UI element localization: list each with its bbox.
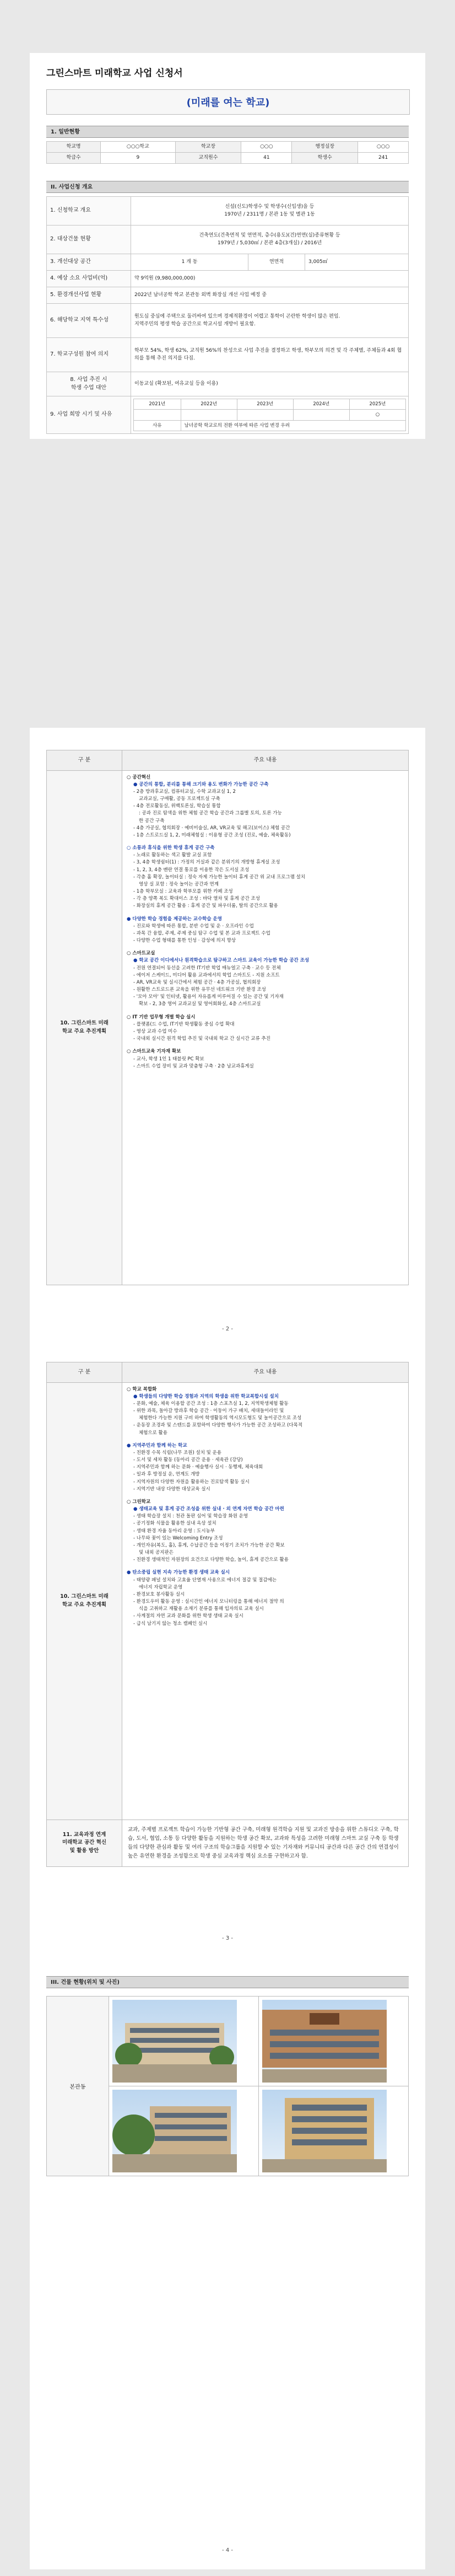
table-cell: 9 bbox=[101, 153, 175, 164]
table-row bbox=[47, 1997, 409, 2086]
block-heading: ○ 소통과 휴식을 위한 학생 휴게 공간 구축 bbox=[127, 845, 215, 851]
content-block bbox=[127, 1499, 404, 1564]
block-item: - 태양광 패널 설치와 고효율 단열재 사용으로 에너지 절감 및 절감에는 bbox=[133, 1577, 277, 1583]
block-item: - 과목 간 융합, 주제, 주제 중심 탐구 수업 및 본 교과 프로젝트 수업 bbox=[133, 930, 270, 936]
block-item: - 노래로 활동하는 색고 활발 교실 포함 bbox=[133, 852, 212, 858]
block-item: - 원활한 스트로드폰 교육을 위한 유무선 네트워크 기반 환경 조성 bbox=[133, 987, 266, 993]
year-mark-cell bbox=[237, 410, 293, 420]
block-item: - 사계절의 자연 교과 문화를 위한 학생 생태 교육 실시 bbox=[133, 1613, 243, 1619]
block-item: - 스마트 수업 장비 및 교과 맞춤형 구축 · 2층 남교과휴게실 bbox=[133, 1063, 254, 1069]
table-row bbox=[47, 1820, 409, 1867]
year-cell: 2025년 bbox=[349, 399, 405, 410]
year-cell: 2023년 bbox=[237, 399, 293, 410]
block-item: - 개인자유(복도, 홀), 휴게, 수납공간 등을 이정기 조치가 가능한 공간 확보 bbox=[133, 1542, 285, 1548]
block-item: 체험으로 활용 bbox=[139, 1430, 167, 1436]
year-cell: 2021년 bbox=[134, 399, 181, 410]
block-heading: ○ IT 기반 업무형 개별 학습 실시 bbox=[127, 1014, 196, 1020]
block-item: 체험한다 가능한 지원 구비 하여 학생활동의 역시모도형도 및 놀이공간으로 조성 bbox=[139, 1415, 302, 1421]
page-3 bbox=[30, 1340, 425, 1963]
photo-cell bbox=[109, 2086, 259, 2176]
content-block bbox=[127, 845, 404, 910]
content-block bbox=[127, 1048, 404, 1070]
table-row bbox=[47, 770, 409, 1285]
block-item: - 환경보호 봉사활동 실시 bbox=[133, 1591, 185, 1597]
table-row bbox=[134, 410, 406, 420]
photo-cell bbox=[259, 2086, 409, 2176]
year-check-mark: ○ bbox=[349, 410, 405, 420]
building-photo bbox=[262, 2000, 387, 2083]
block-item: - 국내외 실시간 원격 학업 추진 및 국내외 학교 간 실시간 교류 추진 bbox=[133, 1036, 270, 1042]
block-item: 영상 실 포함 : 정숙 놀이는 공간과 연계 bbox=[139, 881, 219, 887]
block-item: 교과교실, 구매활, 공동 프로젝트실 구축 bbox=[139, 796, 220, 802]
table-row bbox=[134, 399, 406, 410]
page-number: - 2 - bbox=[222, 1326, 233, 1332]
block-item: - 지역주민과 함께 하는 문화 · 예술행사 실시 · 동행제, 체육대회 bbox=[133, 1464, 263, 1471]
row-label: 3. 개선대상 공간 bbox=[47, 254, 131, 271]
block-item: - 나무와 꽃이 있는 Welcoming Entry 조성 bbox=[133, 1535, 223, 1541]
page-1 bbox=[30, 53, 425, 439]
block-item: 한 공간 구축 bbox=[139, 818, 165, 824]
block-item: - 위한 과목, 돌아갈 방과후 학습 공간 · 이둥이 가구 배치, 세대들이라인 및 bbox=[133, 1408, 284, 1414]
table-cell: 학생수 bbox=[292, 153, 358, 164]
block-item: ● 생태교육 및 휴게 공간 조성을 위한 실내 · 외 연계 자연 학습 공간 마련 bbox=[133, 1506, 284, 1512]
table-row bbox=[47, 226, 409, 254]
block-item: - 2층 방과후교실, 컴퓨터교실, 수학 교과교실 1, 2 bbox=[133, 788, 236, 795]
plan-content bbox=[122, 1382, 409, 1820]
table-row bbox=[47, 254, 409, 271]
row-value: 원도심 중심에 주택으로 둘러싸여 있으며 경제적환경이 어렵고 통학이 곤란한 학생이 많은 편임. 지역주민의 평생 학습 공간으로 학교시설 개방이 필요함. bbox=[131, 304, 409, 338]
block-item: : 공과 진로 탐색을 위한 체험 공간 학습 공간과 그룹별 토의, 토론 가능 bbox=[139, 811, 282, 817]
table-cell: ○○○학교 bbox=[101, 142, 175, 153]
building-photos-table bbox=[46, 1996, 409, 2176]
table-row bbox=[47, 287, 409, 304]
row-value: 2022년 남녀공학 학교 본관동 외벽 화장실 개선 사업 예정 중 bbox=[131, 287, 409, 304]
block-item: - 1, 2, 3, 4층 벤란 연결 통로를 이용한 작은 도서실 조성 bbox=[133, 867, 250, 873]
table-cell: ○○○ bbox=[241, 142, 292, 153]
block-item: ● 학교 공간 이디에서나 원격학습으로 탐구하고 스마트 교육이 가능한 학습 공간 조성 bbox=[133, 958, 310, 964]
block-item: - 교사, 학생 1인 1 태블릿 PC 확보 bbox=[133, 1056, 204, 1062]
block-heading: ○ 스마트교실 bbox=[127, 951, 155, 957]
plan-content bbox=[122, 770, 409, 1285]
block-item: 식을 고취하고 재활용 소재기 분류를 통해 입자의료 교육 실시 bbox=[139, 1606, 264, 1612]
row-value: 1 개 동 bbox=[131, 254, 248, 271]
block-item: - 4층 가공실, 협의회장 · 예비미술실, AR, VR교육 및 해고(보이스) 체험 공간 bbox=[133, 825, 290, 831]
block-item: - 다양한 수업 형태를 통한 인성 · 감성에 의지 향상 bbox=[133, 938, 236, 944]
application-overview-table bbox=[46, 196, 409, 434]
block-item: - 플랫폼(드 수업, IT기반 학생활동 중심 수업 확대 bbox=[133, 1021, 235, 1027]
block-item: - 영상 교과 수업 미수 bbox=[133, 1029, 177, 1034]
table-cell: 행정실장 bbox=[292, 142, 358, 153]
section-application-overview-title: II. 사업신청 개요 bbox=[46, 181, 409, 193]
block-item: - 생태 학습장 설치 : 천관 돌판 심어 및 학습장 화원 운영 bbox=[133, 1514, 248, 1520]
block-item: - 공기정화 식물을 활용한 실내 옥상 설치 bbox=[133, 1521, 216, 1527]
block-item: - 1층 스트로드실 1, 2, 미래체험실 : 이용형 공간 조성 (진로, 예술, 체육활동) bbox=[133, 832, 291, 838]
table-cell: 학교장 bbox=[175, 142, 241, 153]
timing-cell bbox=[131, 396, 409, 434]
block-item: 및 내외 공지판은 bbox=[139, 1550, 174, 1556]
row-value: 교과, 주제별 프로젝트 학습이 가능한 기반형 공간 구축, 미래형 원격학습 지원 및 교과진 방송을 위한 스튜디오 구축, 학습, 도서, 협업, 소통 등 다양한 활동을 지원하는 학생 공간 확보, 교과와 특성을 고려한 미래형 스마트 교실 구축 등 학생들의 다양한 관심과 활동 및 여러 구조의 학습그룹을 지원할 수 있는 기자재와 커뮤니티 공간과 다른 공간 간의 연결성이 높은 유연한 환경을 조성함으로 학생 중심 교육과정 핵심 요소를 구현하고자 함. bbox=[122, 1820, 409, 1867]
column-header: 주요 내용 bbox=[122, 1362, 409, 1383]
building-photo bbox=[262, 2090, 387, 2172]
block-item: - '모아 모아' 및 인터넷, 활용이 자유롭게 미루어질 수 있는 공간 및 기자재 bbox=[133, 994, 284, 1000]
table-row bbox=[47, 142, 409, 153]
block-heading: ○ 스마트교육 기자재 확보 bbox=[127, 1049, 181, 1055]
section-general-status-title: 1. 일반현황 bbox=[46, 126, 409, 138]
block-item: 에너지 자립학교 운영 bbox=[139, 1584, 183, 1590]
table-row bbox=[47, 197, 409, 226]
row-label: 10. 그린스마트 미래 학교 주요 추진계획 bbox=[47, 770, 122, 1285]
table-row bbox=[134, 420, 406, 431]
block-item: - AR, VR교육 및 실시간에서 체험 공간 · 4층 가공실, 협의회장 bbox=[133, 979, 261, 985]
content-block bbox=[127, 1014, 404, 1043]
building-photo bbox=[112, 2090, 237, 2172]
block-heading: ○ 공간혁신 bbox=[127, 774, 151, 780]
block-heading: ● 탄소중립 실현 지속 가능한 환경 생태 교육 실시 bbox=[127, 1570, 230, 1576]
block-item: - 지역기반 내상 다양한 대상교육 실시 bbox=[133, 1486, 210, 1492]
page-4 bbox=[30, 1963, 425, 2569]
block-item: - 환경도우미 활동 운영 : 실시간인 에너지 모니터링을 통해 에너지 절약 의 bbox=[133, 1599, 284, 1605]
table-cell: 학급수 bbox=[47, 153, 101, 164]
block-item: - 에이저 스케이드, 미디어 활용 교과에서의 학업 스마트도 - 지원 소프트 bbox=[133, 972, 280, 978]
row-label: 6. 해당학교 지역 특수성 bbox=[47, 304, 131, 338]
table-row bbox=[47, 153, 409, 164]
block-item: - 각 층 양쪽 복도 확대이스 조성 : 바닥 열차 및 휴게 공간 조성 bbox=[133, 896, 260, 902]
table-row bbox=[47, 304, 409, 338]
row-value: 신설(신도)학생수 및 학생수(신입생)을 등 1970년 / 2311명 / 본관 1동 및 별관 1동 bbox=[131, 197, 409, 226]
row-value: 이동교실 (확보된, 여유교실 등을 이용) bbox=[131, 372, 409, 396]
table-row bbox=[47, 338, 409, 372]
block-heading: ● 다양한 학습 경험을 제공하는 교수학습 운영 bbox=[127, 916, 222, 922]
table-row bbox=[47, 271, 409, 287]
building-photo bbox=[112, 2000, 237, 2083]
row-label: 8. 사업 추진 시 학생 수업 대안 bbox=[47, 372, 131, 396]
block-item: - 일과 후 방정실 운, 연계도 개방 bbox=[133, 1472, 200, 1478]
block-item: - 친환경 수목 식림(나무 조원) 설치 및 운용 bbox=[133, 1450, 221, 1456]
content-block bbox=[127, 1386, 404, 1437]
block-item: - 문화, 예술, 체육 이용할 공간 조성 : 1층 스포츠실 1, 2, 지역학생체험 활동 bbox=[133, 1400, 289, 1407]
year-mark-cell bbox=[181, 410, 237, 420]
column-header: 주요 내용 bbox=[122, 750, 409, 771]
timing-table bbox=[133, 399, 406, 431]
table-cell: 교직원수 bbox=[175, 153, 241, 164]
block-item: - 3, 4층 학생쉼터(1) : 가정의 거실과 같은 분위기의 개방형 휴게실 조성 bbox=[133, 860, 280, 866]
row-label: 2. 대상건물 현황 bbox=[47, 226, 131, 254]
content-block bbox=[127, 950, 404, 1008]
block-item: 확보 - 2, 3층 영어 교과교실 및 영어회화실, 4층 스마트교실 bbox=[139, 1001, 261, 1007]
table-cell: ○○○ bbox=[358, 142, 409, 153]
table-row bbox=[47, 372, 409, 396]
table-cell: 241 bbox=[358, 153, 409, 164]
row-label: 7. 학교구성원 참여 의지 bbox=[47, 338, 131, 372]
plan-table bbox=[46, 1362, 409, 1867]
row-label: 10. 그린스마트 미래 학교 주요 추진계획 bbox=[47, 1382, 122, 1820]
block-item: - 각층 홀 확장, 놀이터실 : 정숙 자제 가능한 놀이터 휴게 공간 위 교내 프로그램 설치 bbox=[133, 874, 305, 880]
row-label: 5. 환경개선사업 현황 bbox=[47, 287, 131, 304]
block-item: - 생태 환경 자율 동아리 운영 : 도시농부 bbox=[133, 1528, 215, 1534]
reason-label: 사유 bbox=[134, 420, 181, 431]
year-cell: 2022년 bbox=[181, 399, 237, 410]
year-mark-cell bbox=[293, 410, 349, 420]
content-block bbox=[127, 1569, 404, 1627]
block-item: ● 학생들의 다양한 학습 경험과 지역의 학생을 위한 학교복합시설 설치 bbox=[133, 1393, 279, 1399]
row-label: 9. 사업 희망 시기 및 사유 bbox=[47, 396, 131, 434]
page-number: - 3 - bbox=[222, 1935, 233, 1941]
block-item: - 지역자원의 다양한 자원을 활용하는 진로탐색 활동 실시 bbox=[133, 1479, 250, 1485]
block-item: - 진로와 학생에 따른 통합, 분반 수업 및 운 · 오프라인 수업 bbox=[133, 923, 254, 929]
content-block bbox=[127, 1442, 404, 1493]
content-block bbox=[127, 916, 404, 945]
block-item: - 화장실의 휴게 공간 활용 : 휴게 공간 및 파우더룸, 탈의 공간으로 활용 bbox=[133, 903, 278, 909]
table-row bbox=[47, 1382, 409, 1820]
document-title: 그린스마트 미래학교 사업 신청서 bbox=[46, 68, 183, 79]
table-header-row bbox=[47, 750, 409, 771]
block-item: - 도서 및 세차 활동 (동아리 공간 운용 · 세육관 (강당) bbox=[133, 1457, 243, 1463]
column-header: 구 분 bbox=[47, 1362, 122, 1383]
table-header-row bbox=[47, 1362, 409, 1383]
general-status-table bbox=[46, 141, 409, 164]
table-row bbox=[47, 396, 409, 434]
row-value: 학부모 54%, 학생 62%, 교직원 56%의 찬성으로 사업 추진을 결정하고 학생, 학부모의 의견 및 각 주체별, 주체들과 4회 협의를 통해 추진 의지를 다짐. bbox=[131, 338, 409, 372]
column-header: 구 분 bbox=[47, 750, 122, 771]
plan-table bbox=[46, 750, 409, 1285]
row-label: 4. 예상 소요 사업비(억) bbox=[47, 271, 131, 287]
block-item: - 급식 남기지 않는 청소 캠페인 실시 bbox=[133, 1620, 208, 1627]
reason-text: 남녀공학 학교로의 전환 여부에 따른 사업 변경 우려 bbox=[181, 420, 405, 431]
block-heading: ○ 학교 복합화 bbox=[127, 1386, 157, 1392]
year-cell: 2024년 bbox=[293, 399, 349, 410]
block-item: ● 공간의 통합, 분리를 통해 크기와 용도 변화가 가능한 공간 구축 bbox=[133, 781, 269, 787]
table-cell: 학교명 bbox=[47, 142, 101, 153]
year-mark-cell bbox=[134, 410, 181, 420]
photo-cell bbox=[109, 1997, 259, 2086]
row-label: 11. 교육과정 연계 미래학교 공간 혁신 및 활용 방안 bbox=[47, 1820, 122, 1867]
row-sub-label: 연면적 bbox=[248, 254, 305, 271]
block-item: - 전원 연결되어 동선을 고려한 IT기반 학업 매뉴얼고 구축 · 교수 등 전체 bbox=[133, 965, 281, 971]
block-item: - 운동장 조경과 및 스텐드를 포함하여 다양한 행사가 가능한 공간 조성하고 (다목적 bbox=[133, 1423, 303, 1429]
row-value: 약 9억원 (9,980,000,000) bbox=[131, 271, 409, 287]
school-motto-banner: (미래를 여는 학교) bbox=[46, 89, 410, 115]
section-building-status-title: III. 건물 현황(위치 및 사진) bbox=[46, 1976, 409, 1988]
block-item: - 친환경 생태적인 자원장의 요건으로 다양한 학습, 놀이, 휴게 공간으로 활용 bbox=[133, 1557, 289, 1563]
block-item: - 4층 전로활동실, 위백토론실, 학습실 통합 bbox=[133, 803, 221, 809]
photo-cell bbox=[259, 1997, 409, 2086]
row-sub-value: 3,005㎡ bbox=[305, 254, 409, 271]
content-block bbox=[127, 774, 404, 840]
row-value: 건축연도(건축면적 및 연면적, 층수(용도)(건)연면(실)종류현황 등 1979년 / 5,030㎡ / 본관 4층(3개실) / 2016년 bbox=[131, 226, 409, 254]
page-number: - 4 - bbox=[222, 2547, 233, 2553]
row-label: 본관동 bbox=[47, 1997, 109, 2176]
table-cell: 41 bbox=[241, 153, 292, 164]
page-2 bbox=[30, 728, 425, 1345]
block-heading: ● 지역주민과 함께 하는 학교 bbox=[127, 1442, 187, 1448]
block-item: - 1층 학부모실 : 교육과 학부모를 위한 카페 조성 bbox=[133, 889, 233, 895]
block-heading: ○ 그린학교 bbox=[127, 1499, 151, 1505]
row-label: 1. 신청학교 개요 bbox=[47, 197, 131, 226]
